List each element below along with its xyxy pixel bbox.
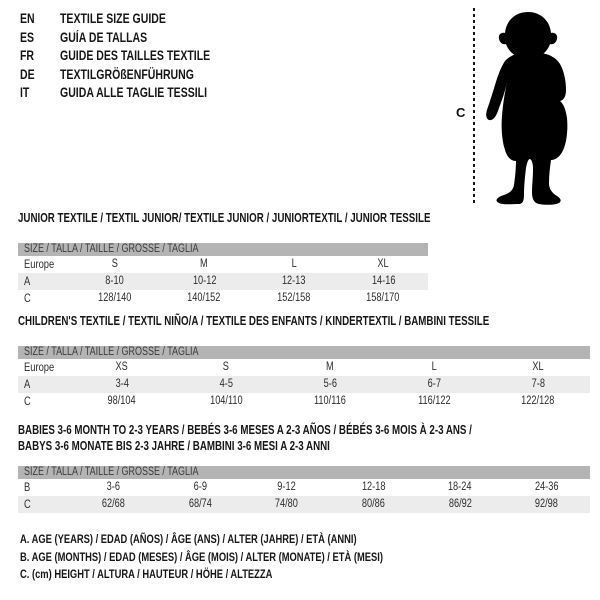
size-cell: 12-13 xyxy=(281,275,306,287)
size-cell: XS xyxy=(115,361,129,373)
size-cell: 116/122 xyxy=(417,395,451,407)
size-cell: 6-7 xyxy=(427,378,441,390)
height-measure-dashed-line xyxy=(473,8,475,206)
size-cell: 74/80 xyxy=(275,498,299,510)
size-cell: 62/68 xyxy=(101,498,125,510)
lang-code: EN xyxy=(20,11,35,26)
size-cell: 68/74 xyxy=(188,498,212,510)
lang-code: IT xyxy=(20,85,30,100)
size-cell: 4-5 xyxy=(219,378,233,390)
size-cell: 14-16 xyxy=(371,275,396,287)
baby-silhouette xyxy=(477,8,577,210)
height-measure-label: C xyxy=(456,105,466,120)
lang-code: ES xyxy=(20,29,35,45)
size-cell: 6-9 xyxy=(193,481,207,493)
row-label: B xyxy=(24,480,31,494)
lang-title: GUIDE DES TAILLES TEXTILE xyxy=(60,48,211,63)
row-label: C xyxy=(24,394,31,408)
row-label: C xyxy=(24,497,31,511)
children-table-title: CHILDREN'S TEXTILE / TEXTIL NIÑO/A / TEXTILE DES ENFANTS / KINDERTEXTIL / BAMBINI TESSILE xyxy=(18,314,490,328)
lang-row-fr xyxy=(20,47,253,66)
size-cell: XL xyxy=(532,361,544,373)
lang-row-es xyxy=(20,29,253,48)
size-cell: M xyxy=(326,361,334,373)
lang-title: GUÍA DE TALLAS xyxy=(60,29,148,45)
size-cell: 80/86 xyxy=(361,498,385,510)
table-row xyxy=(18,479,590,496)
size-cell: 7-8 xyxy=(531,378,545,390)
row-label: Europe xyxy=(24,360,55,374)
size-cell: 158/170 xyxy=(366,292,400,304)
size-cell: 110/116 xyxy=(314,395,346,407)
size-cell: 128/140 xyxy=(98,292,132,304)
table-row xyxy=(18,290,428,307)
note-height-cm: C. (cm) HEIGHT / ALTURA / HAUTEUR / HÖHE / ALTEZZA xyxy=(20,567,273,581)
row-label: A xyxy=(24,377,31,391)
babies-table-section xyxy=(18,422,590,513)
babies-table-title-line1: BABIES 3-6 MONTH TO 2-3 YEARS / BEBÉS 3-6 MESES A 2-3 AÑOS / BÉBÉS 3-6 MOIS À 2-3 ANS / xyxy=(18,423,472,437)
row-label: A xyxy=(24,274,31,288)
size-cell: 98/104 xyxy=(107,395,137,407)
size-cell: 86/92 xyxy=(448,498,472,510)
lang-row-de xyxy=(20,66,253,85)
lang-code: DE xyxy=(20,66,35,82)
note-age-months: B. AGE (MONTHS) / EDAD (MESES) / ÂGE (MOIS) / ALTER (MONATE) / ETÀ (MESI) xyxy=(20,549,383,564)
lang-title: TEXTILGRÖßENFÜHRUNG xyxy=(60,66,194,82)
table-row xyxy=(18,496,590,513)
language-title-list xyxy=(20,10,253,103)
legend-notes xyxy=(20,531,485,584)
size-header-bar: SIZE / TALLA / TAILLE / GRÖSSE / TAGLIA xyxy=(18,466,590,479)
size-header-bar: SIZE / TALLA / TAILLE / GRÖSSE / TAGLIA xyxy=(18,243,428,256)
size-cell: 9-12 xyxy=(277,481,296,493)
size-cell: 92/98 xyxy=(535,498,559,510)
table-row xyxy=(18,376,590,393)
lang-title: TEXTILE SIZE GUIDE xyxy=(60,11,166,26)
lang-code: FR xyxy=(20,48,35,63)
size-cell: 152/158 xyxy=(277,292,311,304)
junior-table-title: JUNIOR TEXTILE / TEXTIL JUNIOR/ TEXTILE JUNIOR / JUNIORTEXTIL / JUNIOR TESSILE xyxy=(18,211,431,225)
table-row xyxy=(18,393,590,410)
note-age-years: A. AGE (YEARS) / EDAD (AÑOS) / ÂGE (ANS) / ALTER (JAHRE) / ETÀ (ANNI) xyxy=(20,532,357,546)
children-table-section xyxy=(18,314,590,410)
size-cell: 24-36 xyxy=(534,481,559,493)
lang-title: GUIDA ALLE TAGLIE TESSILI xyxy=(60,85,208,100)
size-cell: 122/128 xyxy=(521,395,555,407)
table-row xyxy=(18,273,428,290)
lang-row-it xyxy=(20,84,253,103)
size-cell: 5-6 xyxy=(323,378,337,390)
size-cell: S xyxy=(222,361,230,373)
size-cell: 8-10 xyxy=(105,275,124,287)
babies-table-title-line2: BABYS 3-6 MONATE BIS 2-3 JAHRE / BAMBINI 3-6 MESI A 2-3 ANNI xyxy=(18,439,330,453)
size-cell: L xyxy=(291,258,297,270)
size-cell: 104/110 xyxy=(209,395,243,407)
row-label: C xyxy=(24,291,31,305)
size-cell: 18-24 xyxy=(448,481,472,493)
size-cell: S xyxy=(111,258,118,270)
size-cell: 3-4 xyxy=(115,378,129,390)
size-header-bar: SIZE / TALLA / TAILLE / GRÖSSE / TAGLIA xyxy=(18,346,590,359)
size-cell: 10-12 xyxy=(192,275,217,287)
size-cell: XL xyxy=(377,258,389,270)
table-row xyxy=(18,256,428,273)
size-cell: 140/152 xyxy=(187,292,221,304)
row-label: Europe xyxy=(24,257,55,271)
size-cell: 3-6 xyxy=(106,481,120,493)
size-cell: 12-18 xyxy=(361,481,386,493)
table-row xyxy=(18,359,590,376)
junior-table-section xyxy=(18,211,431,307)
size-cell: M xyxy=(200,258,209,270)
lang-row-en xyxy=(20,10,253,29)
size-cell: L xyxy=(431,361,437,373)
